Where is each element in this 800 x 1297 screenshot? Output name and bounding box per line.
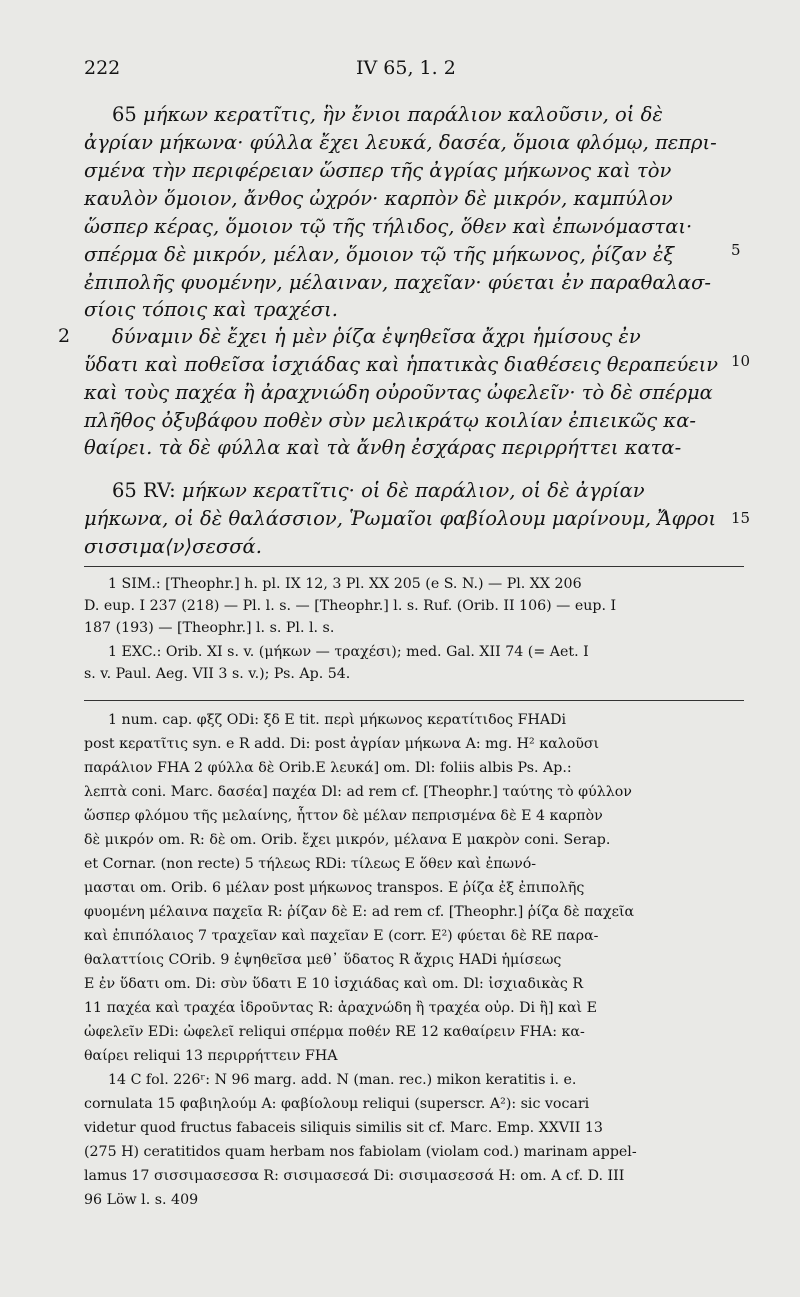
apparatus-line: μασται om. Orib. 6 μέλαν post μήκωνος transpos. E ῥίζα ἐξ ἐπιπολῆς <box>84 880 585 896</box>
apparatus-line: 14 C fol. 226ʳ: N 96 marg. add. N (man. rec.) mikon keratitis i. e. <box>108 1072 577 1088</box>
main-text-line: καυλὸν ὅμοιον, ἄνθος ὠχρόν· καρπὸν δὲ μικρόν, καμπύλον <box>84 187 673 210</box>
testimonia-line: 187 (193) — [Theophr.] l. s. Pl. l. s. <box>84 620 335 636</box>
main-text-line <box>112 103 663 126</box>
rv-line <box>112 479 645 502</box>
apparatus-divider <box>84 700 744 701</box>
apparatus-line: φυομένη μέλαινα παχεῖα R: ῥίζαν δὲ E: ad rem cf. [Theophr.] ῥίζα δὲ παχεῖα <box>84 904 635 920</box>
apparatus-line: videtur quod fructus fabaceis siliquis similis sit cf. Marc. Emp. XXVII 13 <box>84 1120 603 1136</box>
apparatus-line: δὲ μικρόν om. R: δὲ om. Orib. ἔχει μικρόν, μέλανα E μακρὸν coni. Serap. <box>84 832 611 848</box>
main-text-line: δύναμιν δὲ ἔχει ἡ μὲν ῥίζα ἑψηθεῖσα ἄχρι ἡμίσους ἐν <box>112 325 641 348</box>
section-number: 2 <box>58 325 71 347</box>
line-number: 15 <box>731 509 751 527</box>
main-text-span: μήκων κερατῖτις, ἣν ἔνιοι παράλιον καλοῦσιν, οἱ δὲ <box>136 103 663 126</box>
apparatus-line: 11 παχέα καὶ τραχέα ἱδροῦντας R: ἀραχνώδη ἢ τραχέα οὐρ. Di ἢ] καὶ E <box>84 1000 597 1016</box>
apparatus-line: 1 num. cap. φξζ ODi: ξδ E tit. περὶ μήκωνος κερατίτιδος FHADi <box>108 712 567 728</box>
apparatus-line: E ἐν ὕδατι om. Di: σὺν ὕδατι E 10 ἰσχιάδας καὶ om. Dl: ἰσχιαδικὰς R <box>84 976 584 992</box>
main-text-line: ἀγρίαν μήκωνα· φύλλα ἔχει λευκά, δασέα, ὅμοια φλόμῳ, πεπρι- <box>84 131 717 154</box>
running-title: IV 65, 1. 2 <box>356 57 456 79</box>
apparatus-line: θαίρει reliqui 13 περιρρήττειν FHA <box>84 1048 338 1064</box>
rv-line: σισσιμα⟨ν⟩σεσσά. <box>84 535 262 558</box>
apparatus-line: ὥσπερ φλόμου τῆς μελαίνης, ἧττον δὲ μέλαν πεπρισμένα δὲ E 4 καρπὸν <box>84 808 603 824</box>
apparatus-line: λεπτὰ coni. Marc. δασέα] παχέα Dl: ad rem cf. [Theophr.] ταύτης τὸ φύλλον <box>84 784 632 800</box>
main-text-line: ὕδατι καὶ ποθεῖσα ἰσχιάδας καὶ ἡπατικὰς διαθέσεις θεραπεύειν <box>84 353 719 376</box>
testimonia-line: 1 SIM.: [Theophr.] h. pl. IX 12, 3 Pl. XX 205 (e S. N.) — Pl. XX 206 <box>108 576 582 592</box>
main-text-line: θαίρει. τὰ δὲ φύλλα καὶ τὰ ἄνθη ἐσχάρας περιρρήττει κατα- <box>84 436 682 459</box>
apparatus-line: et Cornar. (non recte) 5 τήλεως RDi: τίλεως E ὅθεν καὶ ἐπωνό- <box>84 856 537 872</box>
apparatus-line: 96 Löw l. s. 409 <box>84 1192 199 1208</box>
line-number: 10 <box>731 352 751 370</box>
main-text-line: πλῆθος ὀξυβάφου ποθὲν σὺν μελικράτῳ κοιλίαν ἐπιεικῶς κα- <box>84 409 696 432</box>
testimonia-line: D. eup. I 237 (218) — Pl. l. s. — [Theophr.] l. s. Ruf. (Orib. II 106) — eup. I <box>84 598 617 614</box>
apparatus-line: (275 H) ceratitidos quam herbam nos fabiolam (violam cod.) marinam appel- <box>84 1144 637 1160</box>
main-text-line: σίοις τόποις καὶ τραχέσι. <box>84 298 338 321</box>
main-text-line: καὶ τοὺς παχέα ἢ ἀραχνιώδη οὐροῦντας ὠφελεῖν· τὸ δὲ σπέρμα <box>84 381 713 404</box>
apparatus-line: θαλαττίοις COrib. 9 ἑψηθεῖσα μεθ᾽ ὕδατος R ἄχρις HADi ἡμίσεως <box>84 952 562 968</box>
apparatus-line: lamus 17 σισσιμασεσσα R: σισιμασεσά Di: σισιμασεσσά H: om. A cf. D. III <box>84 1168 625 1184</box>
page-number: 222 <box>84 57 121 79</box>
apparatus-line: καὶ ἐπιπόλαιος 7 τραχεῖαν καὶ παχεῖαν E (corr. E²) φύεται δὲ RE παρα- <box>84 928 599 944</box>
testimonia-line: s. v. Paul. Aeg. VII 3 s. v.); Ps. Ap. 54. <box>84 666 351 682</box>
rv-text: μήκων κερατῖτις· οἱ δὲ παράλιον, οἱ δὲ ἀγρίαν <box>175 479 645 502</box>
rv-label: 65 RV: <box>112 479 176 502</box>
apparatus-line: ὠφελεῖν EDi: ὠφελεῖ reliqui σπέρμα ποθέν RE 12 καθαίρειν FHA: κα- <box>84 1024 585 1040</box>
main-text-line: ἐπιπολῆς φυομένην, μέλαιναν, παχεῖαν· φύεται ἐν παραθαλασ- <box>84 271 711 294</box>
apparatus-line: cornulata 15 φαβιηλούμ A: φαβίολουμ reliqui (superscr. A²): sic vocari <box>84 1096 590 1112</box>
testimonia-line: 1 EXC.: Orib. XI s. v. (μήκων — τραχέσι); med. Gal. XII 74 (= Aet. I <box>108 644 589 660</box>
apparatus-line: παράλιον FHA 2 φύλλα δὲ Orib.E λευκά] om. Dl: foliis albis Ps. Ap.: <box>84 760 572 776</box>
chapter-number: 65 <box>112 103 137 126</box>
main-text-line: σπέρμα δὲ μικρόν, μέλαν, ὅμοιον τῷ τῆς μήκωνος, ῥίζαν ἐξ <box>84 243 675 266</box>
line-number: 5 <box>731 241 741 259</box>
rv-line: μήκωνα, οἱ δὲ θαλάσσιον, Ῥωμαῖοι φαβίολουμ μαρίνουμ, Ἄφροι <box>84 507 717 530</box>
main-text-line: ὥσπερ κέρας, ὅμοιον τῷ τῆς τήλιδος, ὅθεν καὶ ἐπωνόμασται· <box>84 215 693 238</box>
section-divider <box>84 566 744 567</box>
apparatus-line: post κερατῖτις syn. e R add. Di: post ἀγρίαν μήκωνα A: mg. H² καλοῦσι <box>84 736 600 752</box>
main-text-line: σμένα τὴν περιφέρειαν ὥσπερ τῆς ἀγρίας μήκωνος καὶ τὸν <box>84 159 672 182</box>
